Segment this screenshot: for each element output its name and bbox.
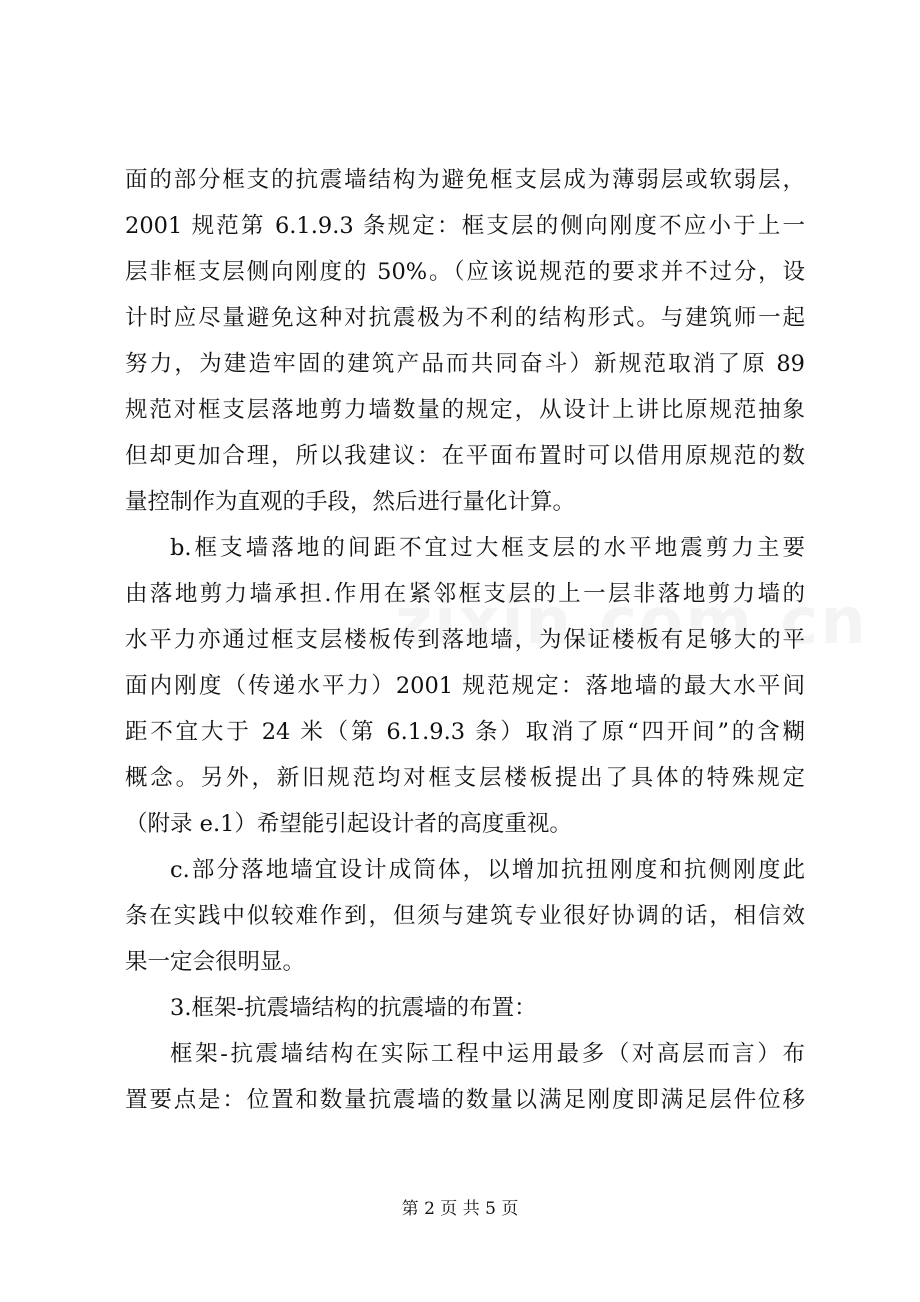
- text-line: 框架-抗震墙结构在实际工程中运用最多（对高层而言）布: [170, 1041, 805, 1067]
- text-line: 计时应尽量避免这种对抗震极为不利的结构形式。与建筑师一起: [125, 305, 805, 331]
- text-line: 努力，为建造牢固的建筑产品而共同奋斗）新规范取消了原 89: [125, 351, 805, 377]
- text-line: 层非框支层侧向刚度的 50%。（应该说规范的要求并不过分，设: [125, 259, 805, 285]
- text-line: 置要点是：位置和数量抗震墙的数量以满足刚度即满足层件位移: [125, 1087, 805, 1113]
- paragraph-5: [125, 1031, 805, 1123]
- text-line: c.部分落地墙宜设计成筒体，以增加抗扭刚度和抗侧刚度此: [170, 857, 805, 883]
- text-line: 果一定会很明显。: [125, 949, 306, 975]
- text-line: 规范对框支层落地剪力墙数量的规定，从设计上讲比原规范抽象: [125, 397, 805, 423]
- section-heading: [125, 985, 805, 1031]
- text-line: 2001 规范第 6.1.9.3 条规定：框支层的侧向刚度不应小于上一: [125, 213, 805, 239]
- text-line: 由落地剪力墙承担.作用在紧邻框支层的上一层非落地剪力墙的: [125, 581, 805, 607]
- heading-line: 3.框架-抗震墙结构的抗震墙的布置：: [170, 995, 537, 1021]
- page-footer: [0, 1198, 920, 1220]
- text-line: 但却更加合理，所以我建议：在平面布置时可以借用原规范的数: [125, 443, 805, 469]
- text-line: 条在实践中似较难作到，但须与建筑专业很好协调的话，相信效: [125, 903, 805, 929]
- text-line: 概念。另外，新旧规范均对框支层楼板提出了具体的特殊规定: [125, 765, 805, 791]
- paragraph-3: [125, 847, 805, 985]
- page-number-label: 第 2 页 共 5 页: [401, 1199, 519, 1219]
- text-line: 面内刚度（传递水平力）2001 规范规定：落地墙的最大水平间: [125, 673, 805, 699]
- text-line: 距不宜大于 24 米（第 6.1.9.3 条）取消了原“四开间”的含糊: [125, 719, 805, 745]
- text-line: （附录 e.1）希望能引起设计者的高度重视。: [125, 811, 572, 837]
- text-line: 量控制作为直观的手段，然后进行量化计算。: [125, 489, 576, 515]
- text-line: 面的部分框支的抗震墙结构为避免框支层成为薄弱层或软弱层，: [125, 167, 805, 193]
- text-line: 水平力亦通过框支层楼板传到落地墙，为保证楼板有足够大的平: [125, 627, 805, 653]
- paragraph-2: [125, 525, 805, 847]
- paragraph-1: [125, 157, 805, 525]
- text-line: b.框支墙落地的间距不宜过大框支层的水平地震剪力主要: [170, 535, 805, 561]
- body-text: [125, 157, 805, 1123]
